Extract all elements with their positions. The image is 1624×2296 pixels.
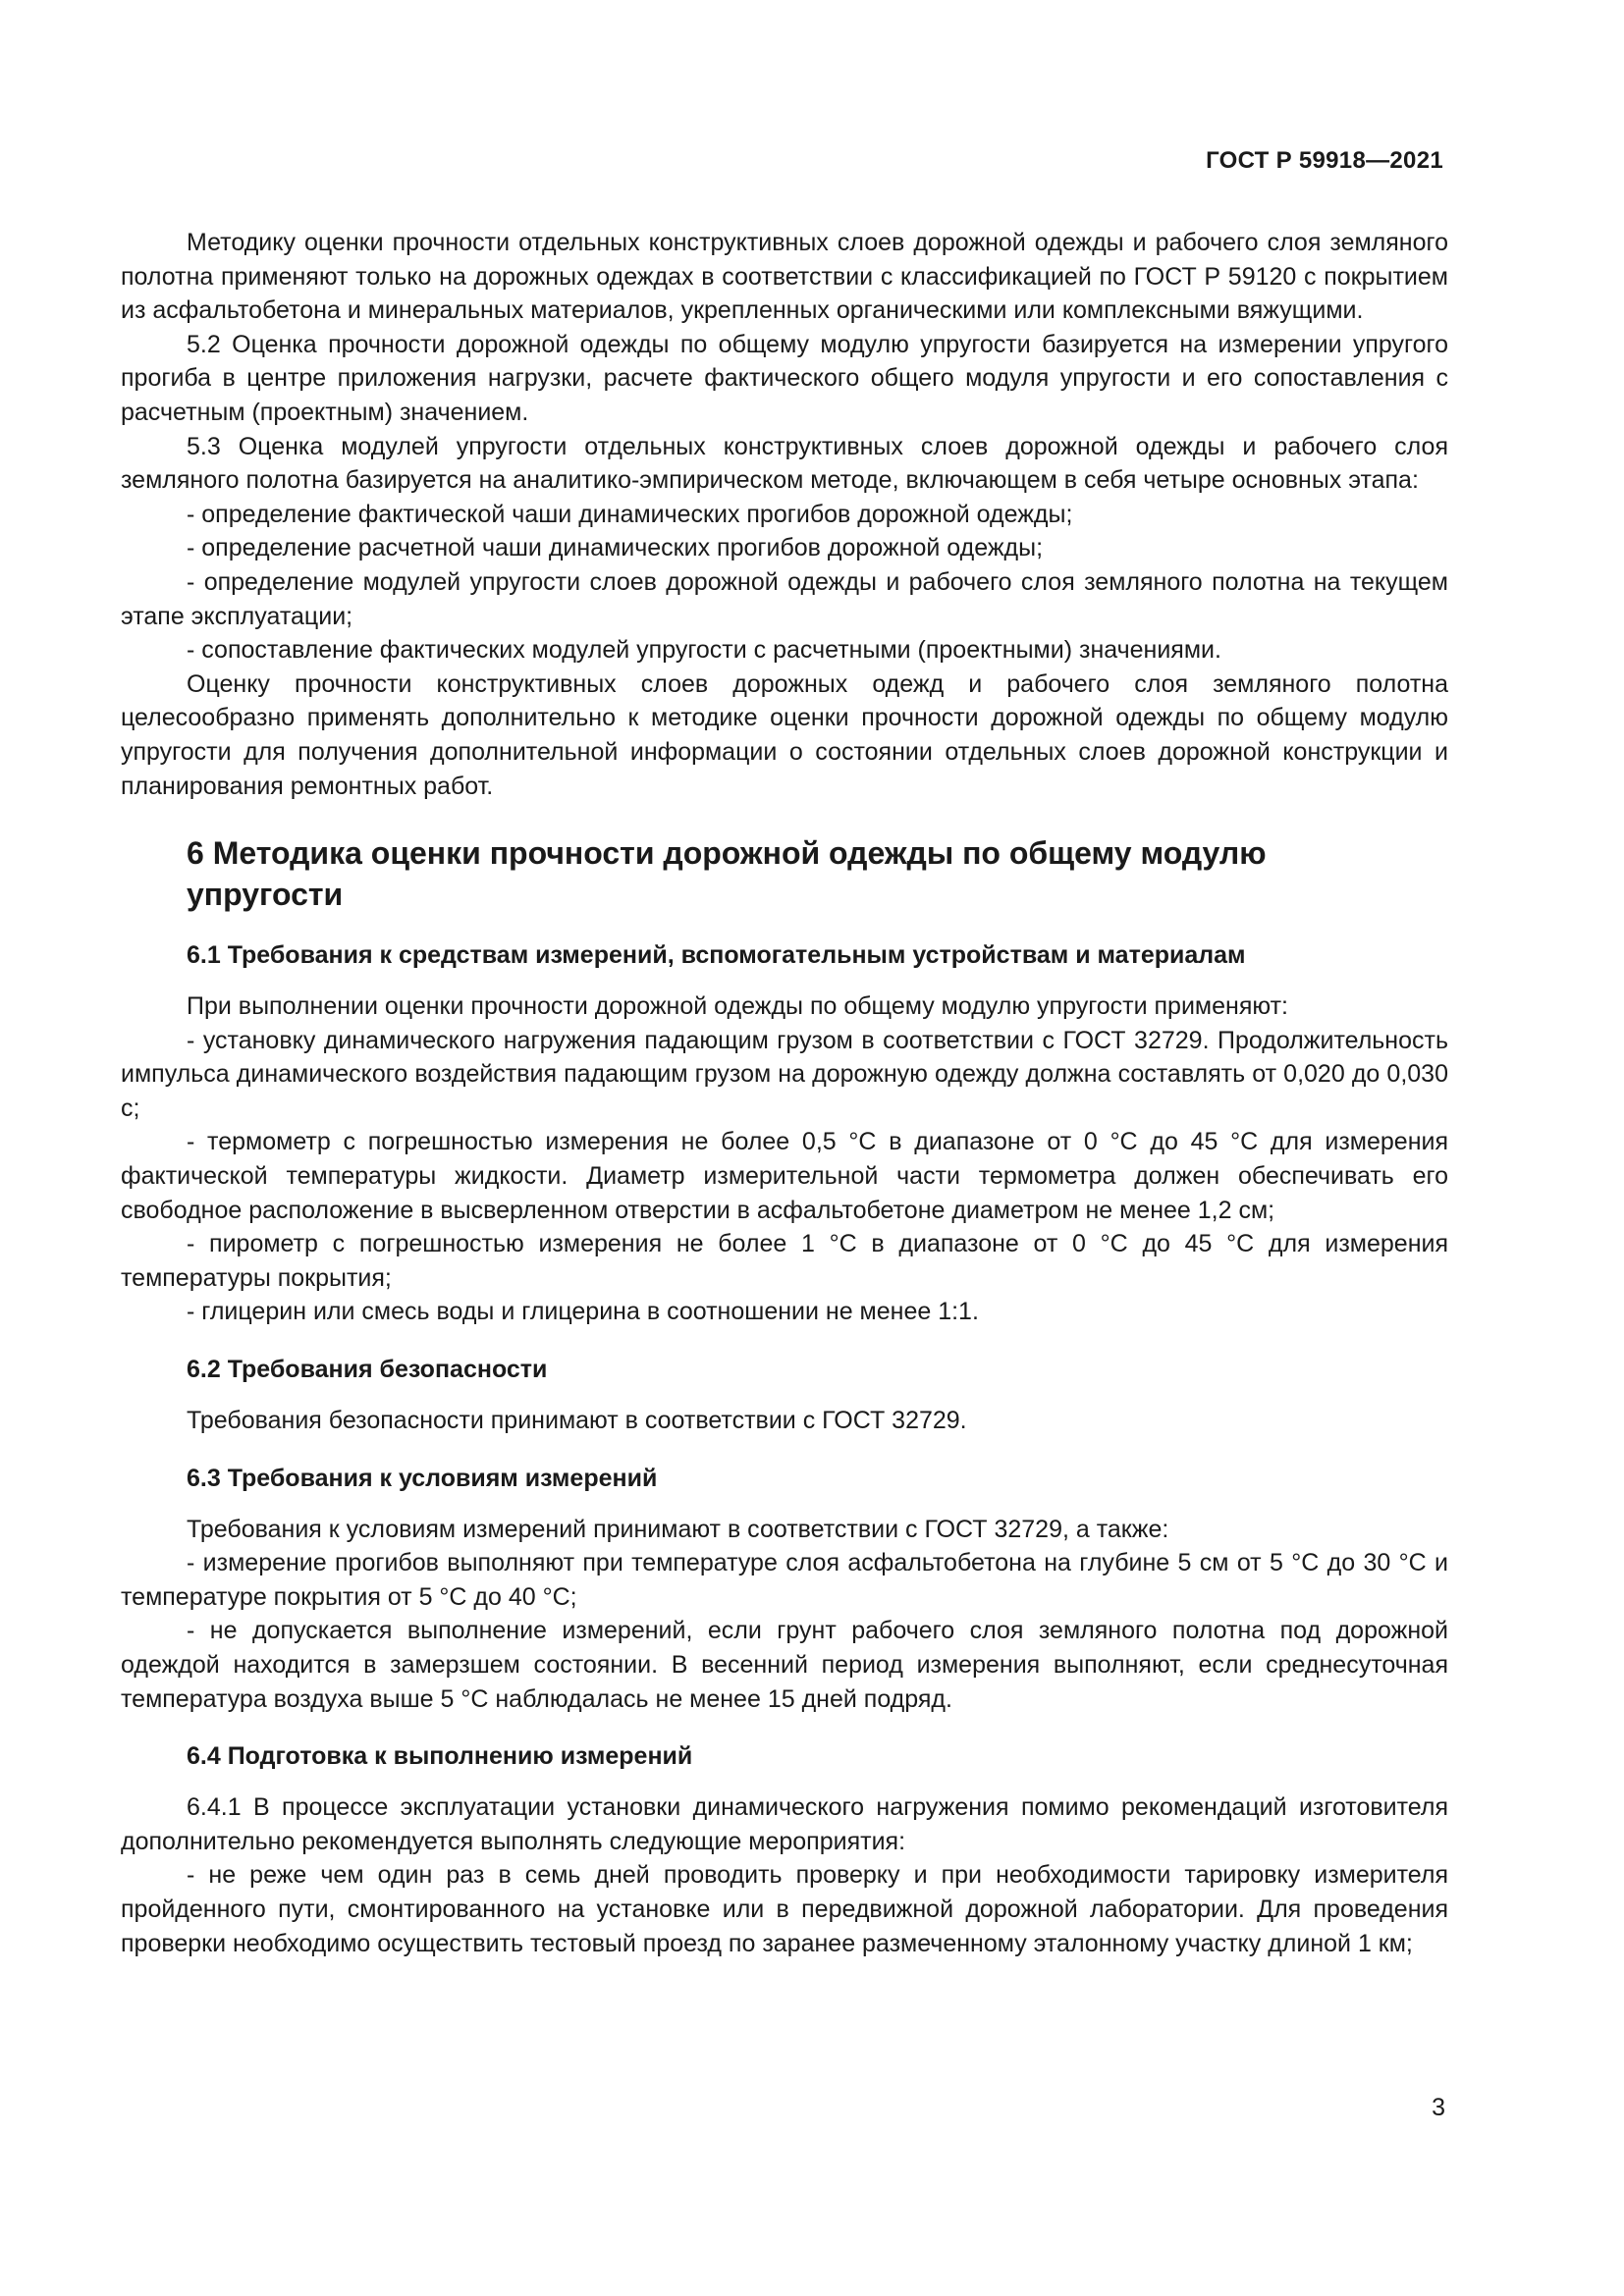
list-item: - определение фактической чаши динамических прогибов дорожной одежды; — [187, 500, 1073, 528]
list-item: - установку динамического нагружения падающим грузом в соответствии с ГОСТ 32729. Продолжительность импульса динамического воздействия падающим грузом на дорожную одежду должна составлять от 0,020 до 0,030 с; — [121, 1026, 1448, 1122]
section-6-title-line: 6 Методика оценки прочности дорожной одежды по общему модулю — [187, 835, 1267, 872]
paragraph: Методику оценки прочности отдельных конструктивных слоев дорожной одежды и рабочего слоя земляного полотна применяют только на дорожных одеждах в соответствии с классификацией по ГОСТ Р 59120 с покрытием из асфальтобетона и минеральных материалов, укрепленных органическими или комплексными вяжущими. — [121, 229, 1448, 325]
paragraph: Требования к условиям измерений принимают в соответствии с ГОСТ 32729, а также: — [187, 1515, 1169, 1543]
list-item: - термометр с погрешностью измерения не более 0,5 °С в диапазоне от 0 °С до 45 °С для измерения фактической температуры жидкости. Диаметр измерительной части термометра должен обеспечивать его свободное расположение в высверленном отверстии в асфальтобетоне диаметром не менее 1,2 см; — [121, 1128, 1448, 1224]
paragraph-5-2: 5.2 Оценка прочности дорожной одежды по общему модулю упругости базируется на измерении упругого прогиба в центре приложения нагрузки, расчете фактического общего модуля упругости и его сопоставления с расчетным (проектным) значением. — [121, 330, 1448, 426]
paragraph: При выполнении оценки прочности дорожной одежды по общему модулю упругости применяют: — [187, 992, 1288, 1021]
paragraph-6-4-1: 6.4.1 В процессе эксплуатации установки динамического нагружения помимо рекомендаций изготовителя дополнительно рекомендуется выполнять следующие мероприятия: — [121, 1793, 1448, 1855]
list-item: - определение расчетной чаши динамических прогибов дорожной одежды; — [187, 534, 1044, 562]
subsection-6-2-title: 6.2 Требования безопасности — [187, 1356, 548, 1384]
list-item: - пирометр с погрешностью измерения не более 1 °С в диапазоне от 0 °С до 45 °С для измерения температуры покрытия; — [121, 1230, 1448, 1292]
list-item: - глицерин или смесь воды и глицерина в соотношении не менее 1:1. — [187, 1298, 979, 1326]
subsection-6-4-title: 6.4 Подготовка к выполнению измерений — [187, 1742, 693, 1771]
paragraph: Требования безопасности принимают в соответствии с ГОСТ 32729. — [187, 1407, 967, 1435]
section-6-title — [187, 832, 1448, 915]
list-item: - определение модулей упругости слоев дорожной одежды и рабочего слоя земляного полотна на текущем этапе эксплуатации; — [121, 567, 1448, 630]
list-item: - не допускается выполнение измерений, если грунт рабочего слоя земляного полотна под дорожной одеждой находится в замерзшем состоянии. В весенний период измерения выполняют, если среднесуточная температура воздуха выше 5 °С наблюдалась не менее 15 дней подряд. — [121, 1617, 1448, 1713]
page-body — [121, 226, 1448, 1960]
subsection-6-3-title: 6.3 Требования к условиям измерений — [187, 1464, 658, 1492]
list-item: - сопоставление фактических модулей упругости с расчетными (проектными) значениями. — [187, 636, 1221, 665]
paragraph-5-3: 5.3 Оценка модулей упругости отдельных конструктивных слоев дорожной одежды и рабочего слоя земляного полотна базируется на аналитико-эмпирическом методе, включающем в себя четыре основных этапа: — [121, 432, 1448, 495]
document-designation: ГОСТ Р 59918—2021 — [1206, 147, 1443, 174]
list-item: - измерение прогибов выполняют при температуре слоя асфальтобетона на глубине 5 см от 5 °С до 30 °С и температуре покрытия от 5 °С до 40 °С; — [121, 1549, 1448, 1611]
page-number: 3 — [1432, 2094, 1445, 2121]
subsection-6-1-title: 6.1 Требования к средствам измерений, вспомогательным устройствам и материалам — [187, 941, 1246, 970]
section-6-title-line: упругости — [187, 877, 344, 913]
paragraph: Оценку прочности конструктивных слоев дорожных одежд и рабочего слоя земляного полотна целесообразно применять дополнительно к методике оценки прочности дорожной одежды по общему модулю упругости для получения дополнительной информации о состоянии отдельных слоев дорожной конструкции и планирования ремонтных работ. — [121, 669, 1448, 800]
list-item: - не реже чем один раз в семь дней проводить проверку и при необходимости тарировку измерителя пройденного пути, смонтированного на установке или в передвижной дорожной лаборатории. Для проведения проверки необходимо осуществить тестовый проезд по заранее размеченному эталонному участку длиной 1 км; — [121, 1861, 1448, 1957]
